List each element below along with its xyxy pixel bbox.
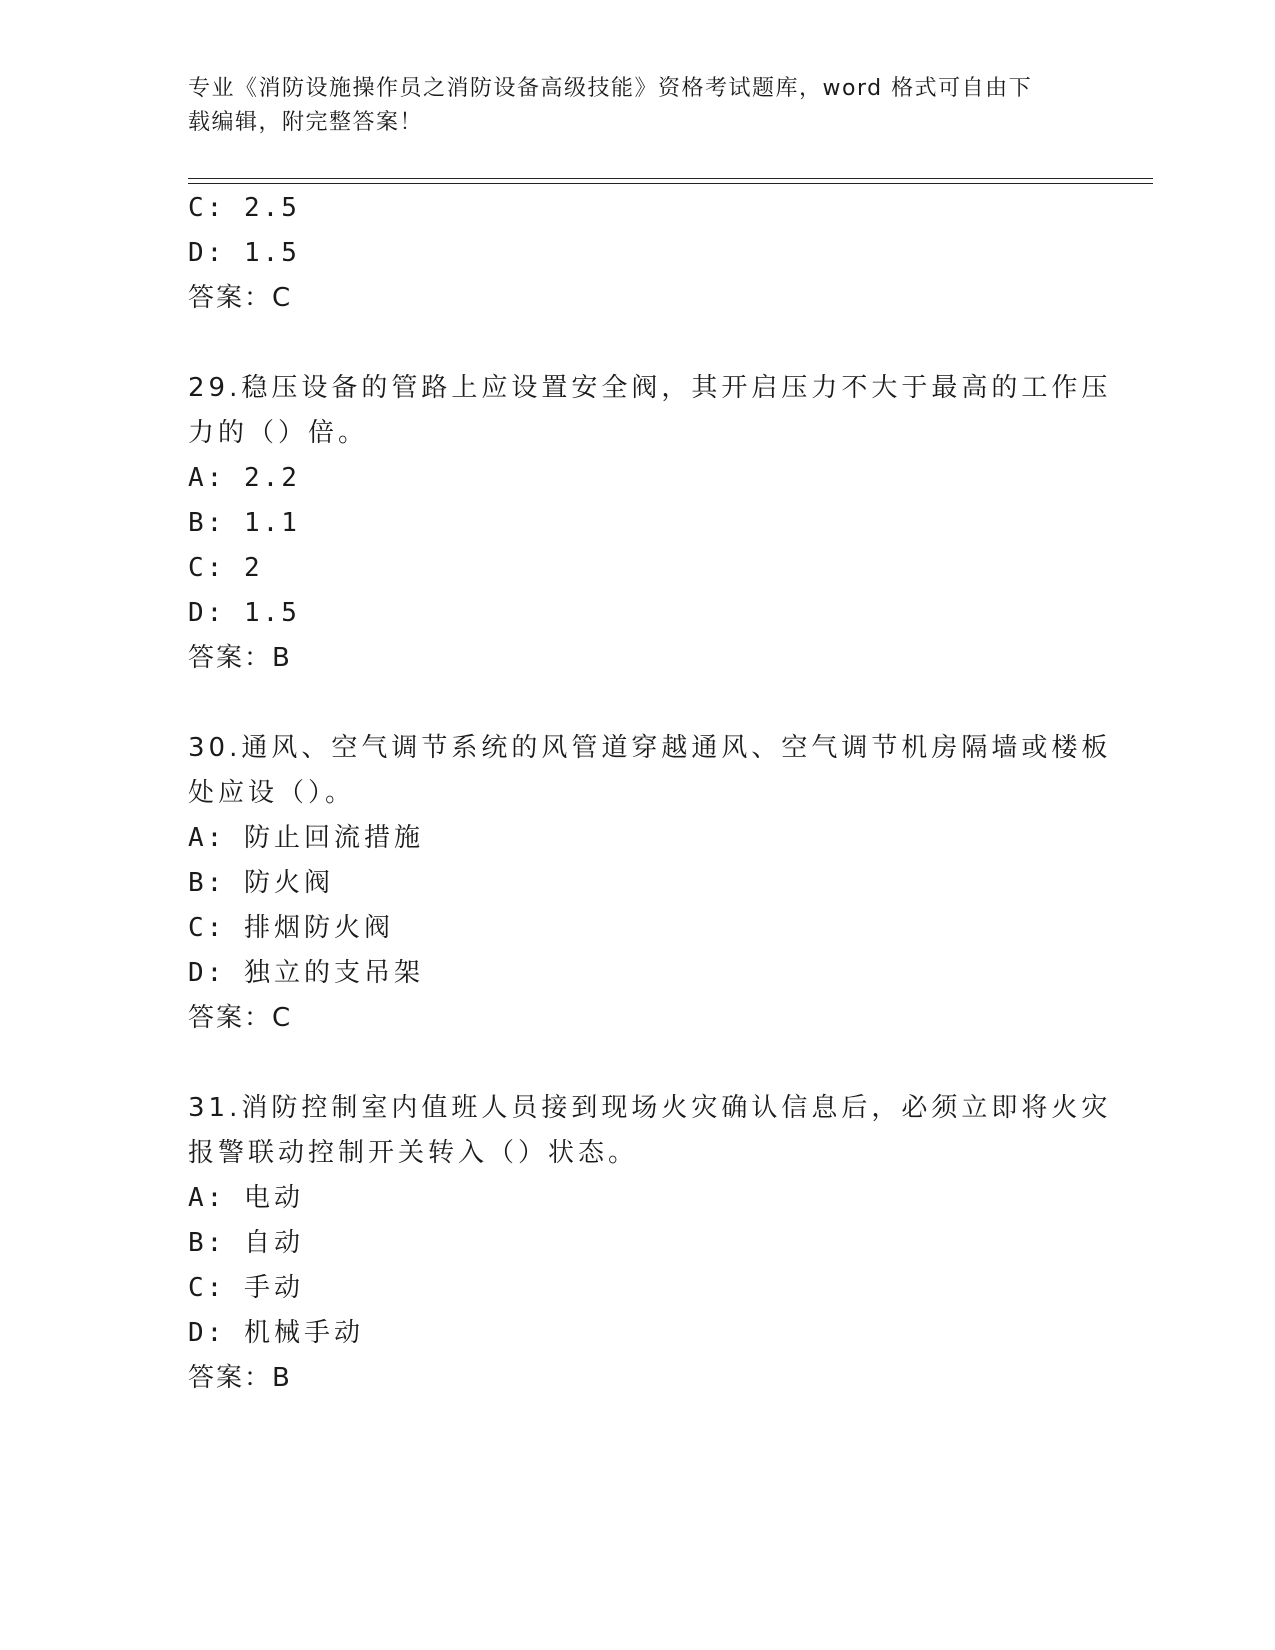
option-letter: B: <box>188 1228 226 1258</box>
option-letter: C: <box>188 193 226 223</box>
option-letter: C: <box>188 913 226 943</box>
prev-option-c <box>188 192 300 224</box>
option-letter: D: <box>188 238 226 268</box>
option-text: 独立的支吊架 <box>243 958 424 988</box>
option-letter: C: <box>188 1273 226 1303</box>
q29-stem-line-2: 力的（）倍。 <box>188 418 369 448</box>
option-text: 自动 <box>243 1228 304 1258</box>
q30-option-d <box>188 957 424 989</box>
option-text: 1.5 <box>243 238 300 268</box>
option-text: 机械手动 <box>243 1318 364 1348</box>
prev-option-d <box>188 237 300 269</box>
option-letter: A: <box>188 463 226 493</box>
option-letter: B: <box>188 868 226 898</box>
q29-option-c <box>188 552 263 584</box>
header-divider-top <box>188 178 1153 179</box>
q29-option-a <box>188 462 300 494</box>
option-letter: A: <box>188 1183 226 1213</box>
option-text: 排烟防火阀 <box>243 913 394 943</box>
option-letter: D: <box>188 958 226 988</box>
option-letter: A: <box>188 823 226 853</box>
option-letter: D: <box>188 598 226 628</box>
header-divider-bottom <box>188 183 1153 184</box>
q30-option-c <box>188 912 394 944</box>
q29-option-b <box>188 507 300 539</box>
q31-option-b <box>188 1227 304 1259</box>
option-text: 2.5 <box>243 193 300 223</box>
q31-stem-line-1: 31.消防控制室内值班人员接到现场火灾确认信息后，必须立即将火灾 <box>188 1093 1112 1123</box>
option-text: 1.5 <box>243 598 300 628</box>
option-text: 防止回流措施 <box>243 823 424 853</box>
header-line-2: 载编辑，附完整答案！ <box>188 110 424 135</box>
q30-stem-line-1: 30.通风、空气调节系统的风管道穿越通风、空气调节机房隔墙或楼板 <box>188 733 1112 763</box>
q31-stem-line-2: 报警联动控制开关转入（）状态。 <box>188 1138 639 1168</box>
q29-answer: 答案：B <box>188 643 292 673</box>
option-letter: C: <box>188 553 226 583</box>
option-text: 2 <box>243 553 263 583</box>
option-text: 手动 <box>243 1273 304 1303</box>
option-text: 1.1 <box>243 508 300 538</box>
q30-option-b <box>188 867 334 899</box>
q29-option-d <box>188 597 300 629</box>
header-line-1: 专业《消防设施操作员之消防设备高级技能》资格考试题库，word 格式可自由下 <box>188 76 1033 101</box>
option-letter: B: <box>188 508 226 538</box>
q30-stem-line-2: 处应设（）。 <box>188 778 356 808</box>
q31-option-c <box>188 1272 304 1304</box>
option-text: 电动 <box>243 1183 304 1213</box>
q30-option-a <box>188 822 424 854</box>
prev-answer: 答案：C <box>188 283 293 313</box>
q31-answer: 答案：B <box>188 1363 292 1393</box>
option-text: 防火阀 <box>243 868 334 898</box>
q30-answer: 答案：C <box>188 1003 293 1033</box>
option-letter: D: <box>188 1318 226 1348</box>
q29-stem-line-1: 29.稳压设备的管路上应设置安全阀，其开启压力不大于最高的工作压 <box>188 373 1112 403</box>
document-header <box>188 72 1078 140</box>
q31-option-a <box>188 1182 304 1214</box>
option-text: 2.2 <box>243 463 300 493</box>
q31-option-d <box>188 1317 364 1349</box>
